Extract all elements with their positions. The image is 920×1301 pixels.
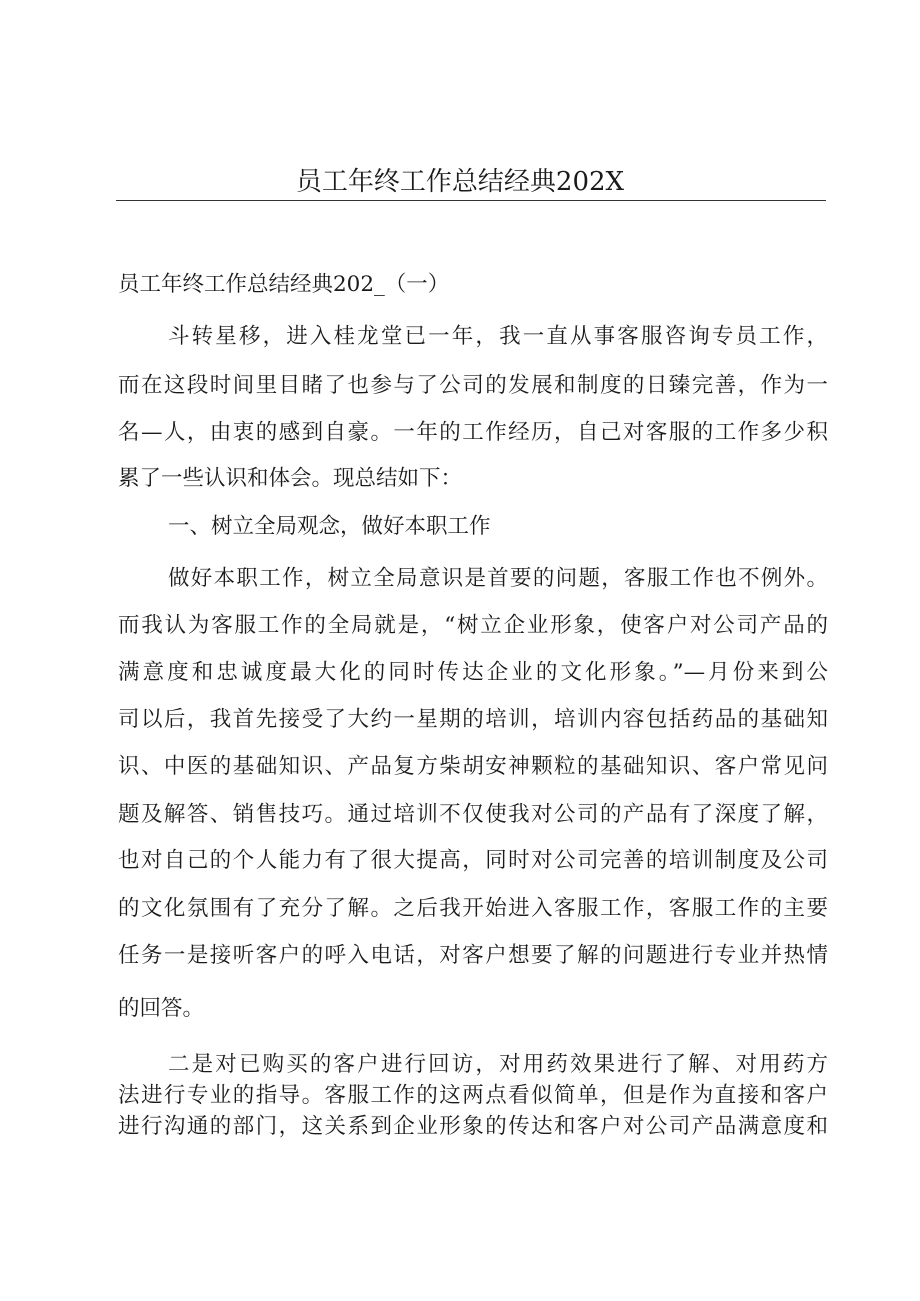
subheading-line: 一、树立全局观念，做好本职工作 — [168, 514, 491, 539]
paragraph-line: 题及解答、销售技巧。通过培训不仅使我对公司的产品有了深度了解， — [118, 802, 828, 827]
paragraph-line: 任务一是接听客户的呼入电话，对客户想要了解的问题进行专业并热情 — [118, 943, 828, 968]
paragraph-line: 司以后，我首先接受了大约一星期的培训，培训内容包括药品的基础知 — [118, 707, 828, 732]
paragraph-line: 法进行专业的指导。客服工作的这两点看似简单，但是作为直接和客户 — [118, 1083, 828, 1108]
paragraph-line: 二是对已购买的客户进行回访，对用药效果进行了解、对用药方 — [168, 1052, 828, 1077]
paragraph-line: 而我认为客服工作的全局就是，“树立企业形象，使客户对公司产品的 — [118, 613, 828, 638]
paragraph-line: 而在这段时间里目睹了也参与了公司的发展和制度的日臻完善，作为一 — [118, 373, 828, 398]
paragraph-line: 的文化氛围有了充分了解。之后我开始进入客服工作，客服工作的主要 — [118, 896, 828, 921]
paragraph-line: 的回答。 — [118, 996, 205, 1021]
paragraph-line: 满意度和忠诚度最大化的同时传达企业的文化形象。”—月份来到公 — [118, 660, 828, 685]
paragraph-line: 名—人，由衷的感到自豪。一年的工作经历，自己对客服的工作多少积 — [118, 420, 828, 445]
document-title: 员工年终工作总结经典202X — [295, 167, 625, 197]
section-heading-1: 员工年终工作总结经典202_（一） — [118, 272, 450, 297]
paragraph-line: 斗转星移，进入桂龙堂已一年，我一直从事客服咨询专员工作， — [168, 324, 828, 349]
paragraph-line: 做好本职工作，树立全局意识是首要的问题，客服工作也不例外。 — [168, 566, 828, 591]
paragraph-line: 累了一些认识和体会。现总结如下： — [118, 466, 463, 491]
paragraph-line: 也对自己的个人能力有了很大提高，同时对公司完善的培训制度及公司 — [118, 848, 828, 873]
paragraph-line: 识、中医的基础知识、产品复方柴胡安神颗粒的基础知识、客户常见问 — [118, 754, 828, 779]
paragraph-line: 进行沟通的部门，这关系到企业形象的传达和客户对公司产品满意度和 — [118, 1114, 828, 1139]
title-underline — [116, 200, 826, 201]
